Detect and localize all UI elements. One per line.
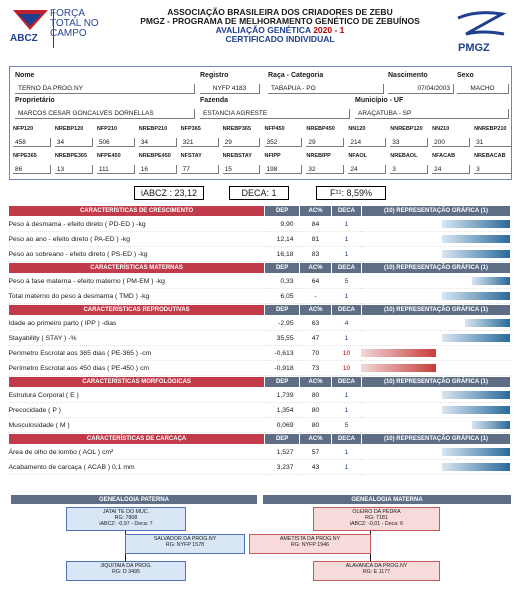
trait-label: Total materno do peso à desmama ( TMD ) -kg: [9, 289, 265, 304]
dep-value: -0,613: [265, 346, 300, 361]
trait-row: [9, 274, 511, 289]
trait-row: [9, 316, 511, 331]
section-title: CARACTERÍSTICAS MORFOLÓGICAS: [9, 377, 265, 388]
graph-cell: [361, 274, 510, 289]
deca-value: 1: [332, 460, 362, 475]
trait-row: [9, 232, 511, 247]
owner-label: Proprietário: [15, 97, 55, 104]
name-label: Nome: [15, 72, 35, 79]
inbreeding-score: F¹¹: 8,59%: [316, 186, 386, 200]
dep-header: DEP: [265, 206, 300, 217]
dep-header: DEP: [265, 434, 300, 445]
graph-cell: [361, 460, 510, 475]
progeny-count-value: 198: [265, 165, 303, 174]
section-table: [8, 376, 511, 433]
trait-row: [9, 331, 511, 346]
trait-row: [9, 445, 511, 460]
ac-value: 63: [300, 316, 332, 331]
trait-row: [9, 361, 511, 376]
progeny-count-value: 13: [55, 165, 93, 174]
progeny-count-code: NFP210: [96, 126, 118, 132]
iabcz-score: iABCZ : 23,12: [134, 186, 204, 200]
graph-cell: [361, 247, 510, 262]
trait-label: Precocidade ( P ): [9, 403, 265, 418]
graph-bar: [442, 463, 510, 471]
deca-header: DECA: [332, 263, 362, 274]
graph-header: (10) REPRESENTAÇÃO GRÁFICA (1): [361, 263, 510, 274]
ac-value: 80: [300, 403, 332, 418]
progeny-count-code: NREBPE365: [54, 153, 88, 159]
dep-value: 0,069: [265, 418, 300, 433]
ac-header: AC%: [300, 263, 332, 274]
sex-label: Sexo: [457, 72, 474, 79]
graph-bar: [442, 292, 510, 300]
progeny-count-value: 15: [223, 165, 261, 174]
dep-value: -0,918: [265, 361, 300, 376]
dep-value: 16,18: [265, 247, 300, 262]
graph-bar: [442, 334, 510, 342]
ac-value: 80: [300, 388, 332, 403]
progeny-count-code: NFP365: [180, 126, 201, 132]
dep-value: 35,55: [265, 331, 300, 346]
trait-row: [9, 289, 511, 304]
graph-header: (10) REPRESENTAÇÃO GRÁFICA (1): [361, 434, 510, 445]
paternal-granddam-box: JIQUITAIA DA PROG. RG: D 3495: [66, 561, 186, 581]
trait-row: [9, 403, 511, 418]
trait-label: Peso à desmama - efeito direto ( PD-ED ) -kg: [9, 217, 265, 232]
ac-value: 81: [300, 232, 332, 247]
progeny-count-code: NFSTAY: [180, 153, 202, 159]
dep-value: -2,95: [265, 316, 300, 331]
progeny-count-value: 33: [390, 138, 428, 147]
graph-header: (10) REPRESENTAÇÃO GRÁFICA (1): [361, 206, 510, 217]
section-title: CARACTERÍSTICAS DE CRESCIMENTO: [9, 206, 265, 217]
progeny-count-code: NREBPE450: [138, 153, 171, 159]
trait-label: Stayability ( STAY ) -%: [9, 331, 265, 346]
progeny-count-value: 29: [306, 138, 344, 147]
trait-row: [9, 247, 511, 262]
city-label: Município - UF: [355, 97, 404, 104]
graph-bar: [465, 319, 510, 327]
graph-header: (10) REPRESENTAÇÃO GRÁFICA (1): [361, 377, 510, 388]
abcz-logo-text: ABCZ: [10, 33, 38, 44]
org-name: ASSOCIAÇÃO BRASILEIRA DOS CRIADORES DE ZEBU: [167, 7, 393, 17]
progeny-count-code: NREBACAB: [474, 153, 506, 159]
progeny-count-value: 3: [390, 165, 428, 174]
dep-value: 1,739: [265, 388, 300, 403]
ac-value: 80: [300, 418, 332, 433]
document-header: [140, 8, 420, 44]
dep-value: 1,527: [265, 445, 300, 460]
trait-label: Perímetro Escrotal aos 450 dias ( PE-450 ) cm: [9, 361, 265, 376]
animal-sex: MACHO: [457, 84, 509, 94]
dam-box: AMETISTA DA PROG.NY RG: NYFP 1946: [249, 534, 371, 554]
registry-label: Registro: [200, 72, 229, 79]
trait-label: Musculosidade ( M ): [9, 418, 265, 433]
trait-label: Acabamento de carcaça ( ACAB ) 0,1 mm: [9, 460, 265, 475]
pedigree-line: [125, 554, 126, 561]
graph-cell: [361, 217, 510, 232]
progeny-count-code: NREBSTAY: [222, 153, 252, 159]
pedigree-line: [125, 531, 126, 534]
trait-row: [9, 346, 511, 361]
program-name: PMGZ - PROGRAMA DE MELHORAMENTO GENÉTICO DE ZEBUÍNOS: [140, 16, 420, 26]
ac-value: 73: [300, 361, 332, 376]
animal-info-panel: [9, 66, 512, 180]
animal-name: TERNO DA PROG.NY: [15, 84, 195, 94]
progeny-count-code: NN120: [348, 126, 366, 132]
deca-value: 1: [332, 445, 362, 460]
progeny-count-code: NREBP120: [54, 126, 84, 132]
birth-label: Nascimento: [388, 72, 428, 79]
progeny-count-code: NFAOL: [348, 153, 367, 159]
deca-value: 1: [332, 232, 362, 247]
progeny-count-code: NFPE450: [96, 153, 121, 159]
deca-value: 5: [332, 418, 362, 433]
sire-box: SALVADOR DA PROG.NY RG: NYFP 1578: [125, 534, 245, 554]
paternal-grandsire-box: JATAI TE DO MUC. RG: 7808 iABCZ: -0,97 - Deca: 7: [66, 507, 186, 531]
trait-row: [9, 418, 511, 433]
progeny-count-value: 3: [474, 165, 512, 174]
progeny-count-value: 16: [139, 165, 177, 174]
section-table: [8, 433, 511, 475]
dep-header: DEP: [265, 377, 300, 388]
progeny-count-code: NN210: [432, 126, 450, 132]
ac-header: AC%: [300, 305, 332, 316]
progeny-count-code: NREBAOL: [390, 153, 418, 159]
deca-value: 1: [332, 217, 362, 232]
graph-cell: [361, 331, 510, 346]
graph-cell: [361, 445, 510, 460]
deca-value: 1: [332, 247, 362, 262]
trait-row: [9, 460, 511, 475]
progeny-count-value: 32: [306, 165, 344, 174]
maternal-grandsire-box: OLEIRO DA PEDRA RG: 7181 iABCZ: -0,01 - Deca: 6: [313, 507, 440, 531]
dep-value: 1,354: [265, 403, 300, 418]
progeny-counts-row-2: [10, 151, 513, 179]
deca-header: DECA: [332, 434, 362, 445]
section-title: CARACTERÍSTICAS MATERNAS: [9, 263, 265, 274]
trait-label: Estrutura Corporal ( E ): [9, 388, 265, 403]
graph-cell: [361, 346, 510, 361]
deca-value: 1: [332, 403, 362, 418]
ac-value: 70: [300, 346, 332, 361]
progeny-count-value: 29: [223, 138, 261, 147]
graph-bar: [442, 235, 510, 243]
graph-bar: [361, 364, 436, 372]
progeny-count-code: NFP120: [13, 126, 34, 132]
pedigree-line: [370, 554, 371, 561]
graph-header: (10) REPRESENTAÇÃO GRÁFICA (1): [361, 305, 510, 316]
graph-cell: [361, 418, 510, 433]
section-title: CARACTERÍSTICAS REPRODUTIVAS: [9, 305, 265, 316]
ac-header: AC%: [300, 377, 332, 388]
section-table: [8, 205, 511, 262]
dep-value: 0,33: [265, 274, 300, 289]
progeny-count-code: NFACAB: [432, 153, 456, 159]
graph-bar: [442, 391, 510, 399]
dep-header: DEP: [265, 263, 300, 274]
progeny-count-code: NFIPP: [264, 153, 281, 159]
progeny-counts-row-1: [10, 124, 513, 152]
trait-label: Peso ao sobreano - efeito direto ( PS-ED ) -kg: [9, 247, 265, 262]
trait-label: Peso ao ano - efeito direto ( PA-ED ) -kg: [9, 232, 265, 247]
pedigree-line: [370, 531, 371, 534]
farm-label: Fazenda: [200, 97, 229, 104]
evaluation-title: AVALIAÇÃO GENÉTICA 2020 - 1: [215, 25, 345, 35]
graph-cell: [361, 403, 510, 418]
progeny-count-value: 77: [181, 165, 219, 174]
section-table: [8, 262, 511, 304]
owner-name: MARCOS CESAR GONCALVES DORNELLAS: [15, 109, 195, 119]
ac-value: 47: [300, 331, 332, 346]
deca-value: 5: [332, 274, 362, 289]
graph-bar: [442, 406, 510, 414]
maternal-granddam-box: ALAVANCA DA PROG.NY RG: E 1177: [313, 561, 440, 581]
deca-score: DECA: 1: [229, 186, 289, 200]
graph-bar: [472, 277, 510, 285]
forca-total-logo-text: FORÇA TOTAL NO CAMPO: [50, 8, 99, 39]
trait-row: [9, 388, 511, 403]
progeny-count-value: 321: [181, 138, 219, 147]
progeny-count-code: NFP450: [264, 126, 285, 132]
ac-value: 64: [300, 274, 332, 289]
deca-value: 1: [332, 331, 362, 346]
trait-label: Perímetro Escrotal aos 365 dias ( PE-365 ) -cm: [9, 346, 265, 361]
progeny-count-code: NNREBP120: [390, 126, 423, 132]
graph-bar: [472, 421, 510, 429]
graph-bar: [442, 250, 510, 258]
graph-cell: [361, 232, 510, 247]
ac-value: 84: [300, 217, 332, 232]
pmgz-logo-text: PMGZ: [458, 42, 490, 54]
graph-cell: [361, 289, 510, 304]
deca-header: DECA: [332, 305, 362, 316]
city-name: ARAÇATUBA - SP: [355, 109, 509, 119]
farm-name: ESTANCIA AGRESTE: [200, 109, 350, 119]
progeny-count-value: 458: [13, 138, 51, 147]
graph-bar: [361, 349, 436, 357]
animal-breed: TABAPUA - PO: [268, 84, 384, 94]
deca-value: 10: [332, 346, 362, 361]
progeny-count-code: NREBP450: [306, 126, 335, 132]
ac-value: -: [300, 289, 332, 304]
genetic-evaluation-table: [8, 205, 511, 475]
animal-registry: NYFP 4183: [200, 84, 260, 94]
progeny-count-code: NFPE365: [13, 153, 37, 159]
progeny-count-code: NREBIPP: [306, 153, 331, 159]
progeny-count-value: 34: [55, 138, 93, 147]
deca-header: DECA: [332, 377, 362, 388]
progeny-count-value: 506: [97, 138, 135, 147]
animal-birth: 07/04/2003: [388, 84, 454, 94]
progeny-count-value: 34: [139, 138, 177, 147]
graph-bar: [442, 448, 510, 456]
progeny-count-code: NNREBP210: [474, 126, 507, 132]
deca-header: DECA: [332, 206, 362, 217]
graph-cell: [361, 316, 510, 331]
progeny-count-code: NREBP210: [138, 126, 168, 132]
progeny-count-value: 31: [474, 138, 512, 147]
ac-header: AC%: [300, 206, 332, 217]
section-table: [8, 304, 511, 376]
maternal-genealogy-header: GENEALOGIA MATERNA: [262, 494, 512, 505]
dep-header: DEP: [265, 305, 300, 316]
graph-cell: [361, 388, 510, 403]
deca-value: 1: [332, 289, 362, 304]
section-title: CARACTERÍSTICAS DE CARCAÇA: [9, 434, 265, 445]
certificate-title: CERTIFICADO INDIVIDUAL: [225, 34, 335, 44]
progeny-count-value: 214: [348, 138, 386, 147]
deca-value: 1: [332, 388, 362, 403]
paternal-genealogy-header: GENEALOGIA PATERNA: [10, 494, 258, 505]
dep-value: 3,237: [265, 460, 300, 475]
breed-label: Raça - Categoria: [268, 72, 324, 79]
ac-value: 83: [300, 247, 332, 262]
graph-bar: [442, 220, 510, 228]
ac-value: 57: [300, 445, 332, 460]
trait-label: Idade ao primeiro parto ( IPP ) -dias: [9, 316, 265, 331]
dep-value: 6,05: [265, 289, 300, 304]
progeny-count-value: 86: [13, 165, 51, 174]
progeny-count-value: 24: [348, 165, 386, 174]
progeny-count-value: 111: [97, 165, 135, 174]
ac-value: 43: [300, 460, 332, 475]
deca-value: 4: [332, 316, 362, 331]
trait-label: Área de olho de lombo ( AOL ) cm²: [9, 445, 265, 460]
progeny-count-value: 352: [265, 138, 303, 147]
deca-value: 10: [332, 361, 362, 376]
trait-row: [9, 217, 511, 232]
ac-header: AC%: [300, 434, 332, 445]
trait-label: Peso à fase materna - efeito materno ( PM-EM ) -kg: [9, 274, 265, 289]
dep-value: 12,14: [265, 232, 300, 247]
dep-value: 9,90: [265, 217, 300, 232]
progeny-count-value: 24: [432, 165, 470, 174]
progeny-count-code: NREBP365: [222, 126, 252, 132]
graph-cell: [361, 361, 510, 376]
progeny-count-value: 200: [432, 138, 470, 147]
